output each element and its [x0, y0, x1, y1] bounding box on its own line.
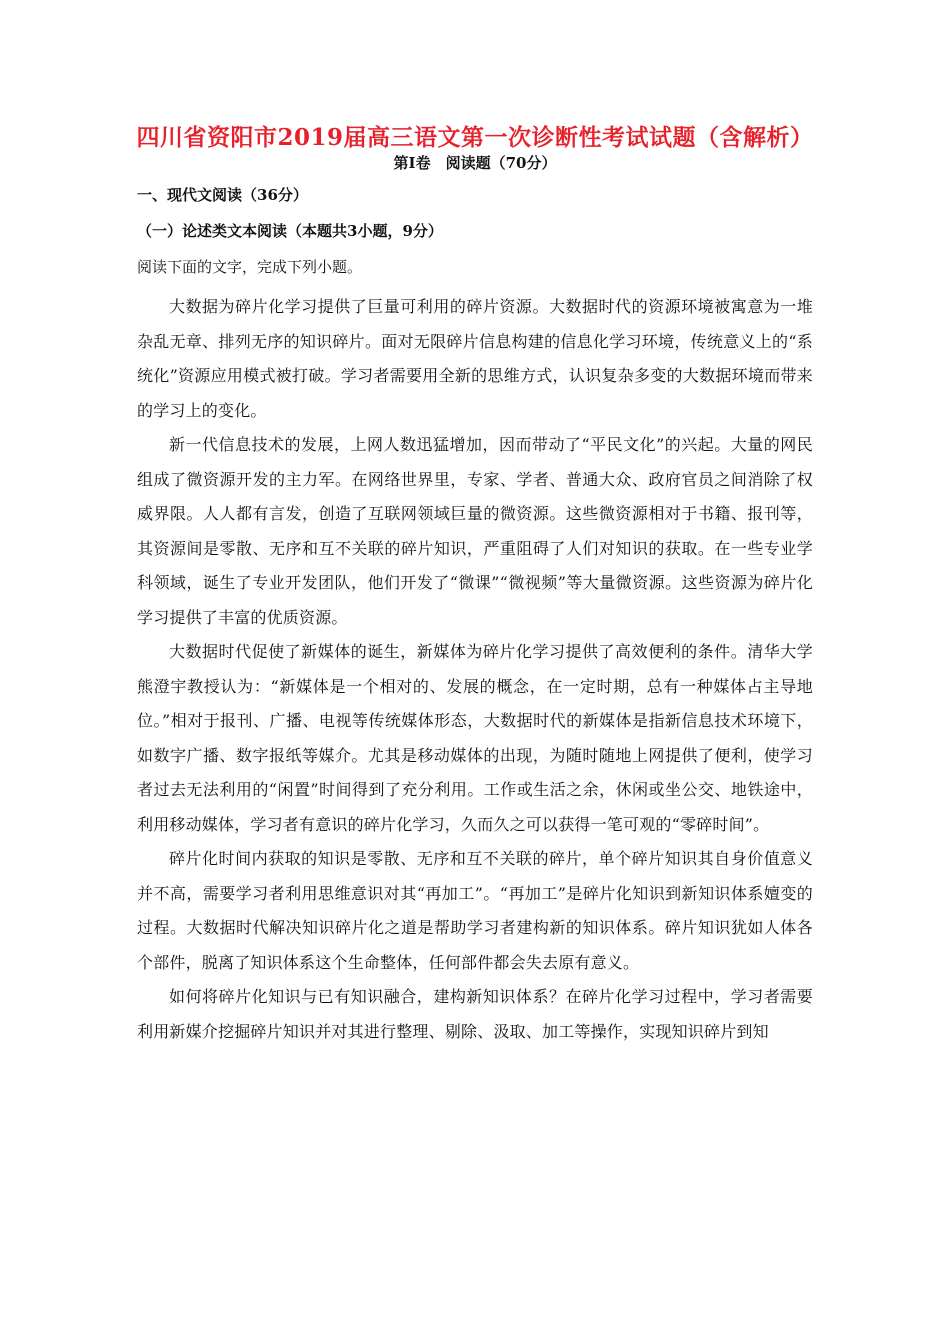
paragraph: 大数据为碎片化学习提供了巨量可利用的碎片资源。大数据时代的资源环境被寓意为一堆杂乱无章、排列无序的知识碎片。面对无限碎片信息构建的信息化学习环境，传统意义上的“系统化”资源应用模式被打破。学习者需要用全新的思维方式，认识复杂多变的大数据环境而带来的学习上的变化。: [137, 297, 813, 420]
paragraph: 如何将碎片化知识与已有知识融合，建构新知识体系？在碎片化学习过程中，学习者需要利用新媒介挖掘碎片知识并对其进行整理、剔除、汲取、加工等操作，实现知识碎片到知: [137, 987, 813, 1041]
subsection-heading: （一）论述类文本阅读（本题共3小题，9分）: [137, 222, 443, 240]
paragraph: 新一代信息技术的发展，上网人数迅猛增加，因而带动了“平民文化”的兴起。大量的网民组成了微资源开发的主力军。在网络世界里，专家、学者、普通大众、政府官员之间消除了权威界限。人人都有言发，创造了互联网领域巨量的微资源。这些微资源相对于书籍、报刊等，其资源间是零散、无序和互不关联的碎片知识，严重阻碍了人们对知识的获取。在一些专业学科领域，诞生了专业开发团队，他们开发了“微课”“微视频”等大量微资源。这些资源为碎片化学习提供了丰富的优质资源。: [137, 435, 813, 627]
paragraph: 碎片化时间内获取的知识是零散、无序和互不关联的碎片，单个碎片知识其自身价值意义并不高，需要学习者利用思维意识对其“再加工”。“再加工”是碎片化知识到新知识体系嬗变的过程。大数据时代解决知识碎片化之道是帮助学习者建构新的知识体系。碎片知识犹如人体各个部件，脱离了知识体系这个生命整体，任何部件都会失去原有意义。: [137, 849, 813, 972]
passage-body: [137, 290, 813, 1049]
instruction-text: 阅读下面的文字，完成下列小题。: [137, 258, 363, 276]
section-heading: 一、现代文阅读（36分）: [137, 186, 308, 204]
paragraph: 大数据时代促使了新媒体的诞生，新媒体为碎片化学习提供了高效便利的条件。清华大学熊澄宇教授认为：“新媒体是一个相对的、发展的概念，在一定时期，总有一种媒体占主导地位。”相对于报刊、广播、电视等传统媒体形态，大数据时代的新媒体是指新信息技术环境下，如数字广播、数字报纸等媒介。尤其是移动媒体的出现，为随时随地上网提供了便利，使学习者过去无法利用的“闲置”时间得到了充分利用。工作或生活之余，休闲或坐公交、地铁途中，利用移动媒体，学习者有意识的碎片化学习，久而久之可以获得一笔可观的“零碎时间”。: [137, 642, 813, 834]
document-title: 四川省资阳市2019届高三语文第一次诊断性考试试题（含解析）: [136, 124, 814, 151]
document-subtitle: 第Ⅰ卷 阅读题（70分）: [393, 154, 557, 172]
